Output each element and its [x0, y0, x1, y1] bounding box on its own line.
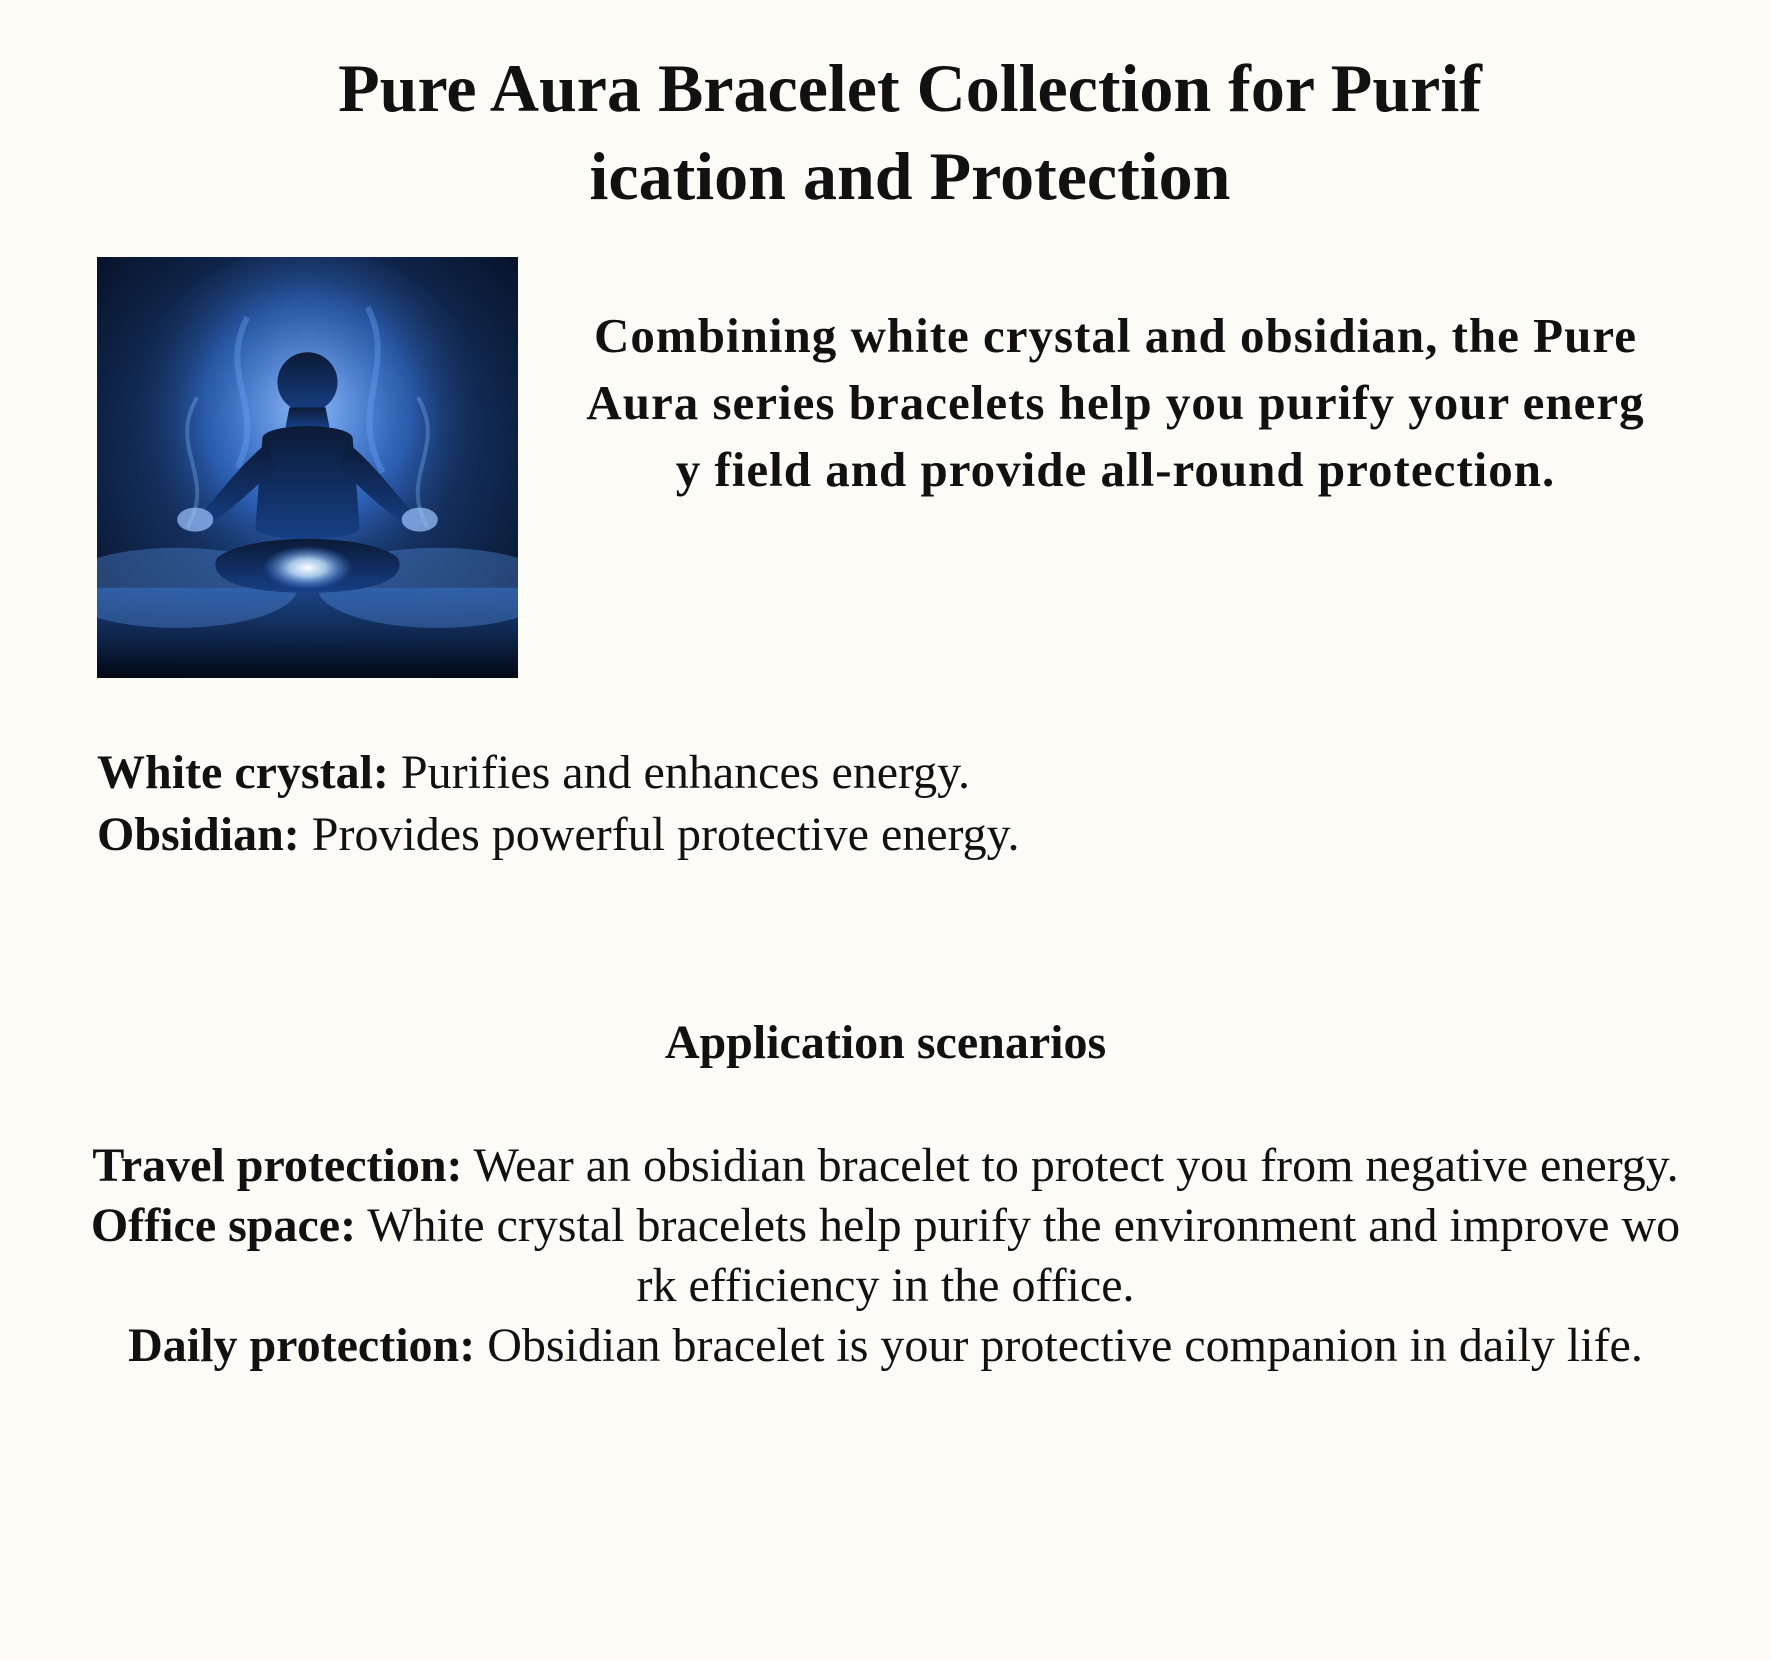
scenario-description: White crystal bracelets help purify the environment and improve work efficiency in the office.: [356, 1199, 1681, 1312]
stone-white-crystal: [97, 742, 1397, 804]
scenario-label: Travel protection:: [92, 1139, 463, 1192]
scenario-office-space: [84, 1196, 1687, 1316]
page-title: Pure Aura Bracelet Collection for Purification and Protection: [338, 50, 1482, 214]
scenario-list: [84, 1136, 1687, 1376]
stone-description: Provides powerful protective energy.: [299, 808, 1020, 861]
section-heading: Application scenarios: [664, 1016, 1107, 1069]
scenario-label: Office space:: [90, 1199, 357, 1252]
stone-obsidian: [97, 804, 1397, 866]
scenario-travel-protection: [84, 1136, 1687, 1196]
scenario-description: Obsidian bracelet is your protective companion in daily life.: [475, 1319, 1643, 1372]
scenario-label: Daily protection:: [128, 1319, 476, 1372]
meditation-aura-image: [97, 257, 518, 678]
stone-label: White crystal:: [97, 746, 389, 799]
stone-label: Obsidian:: [97, 808, 300, 861]
meditating-figure-icon: [97, 257, 518, 678]
stone-list: [97, 742, 1397, 866]
scenario-description: Wear an obsidian bracelet to protect you from negative energy.: [462, 1139, 1679, 1192]
stone-description: Purifies and enhances energy.: [388, 746, 971, 799]
intro-text: Combining white crystal and obsidian, the Pure Aura series bracelets help you purify your energy field and provide all-round protection.: [586, 308, 1645, 497]
scenario-daily-protection: [84, 1316, 1687, 1376]
